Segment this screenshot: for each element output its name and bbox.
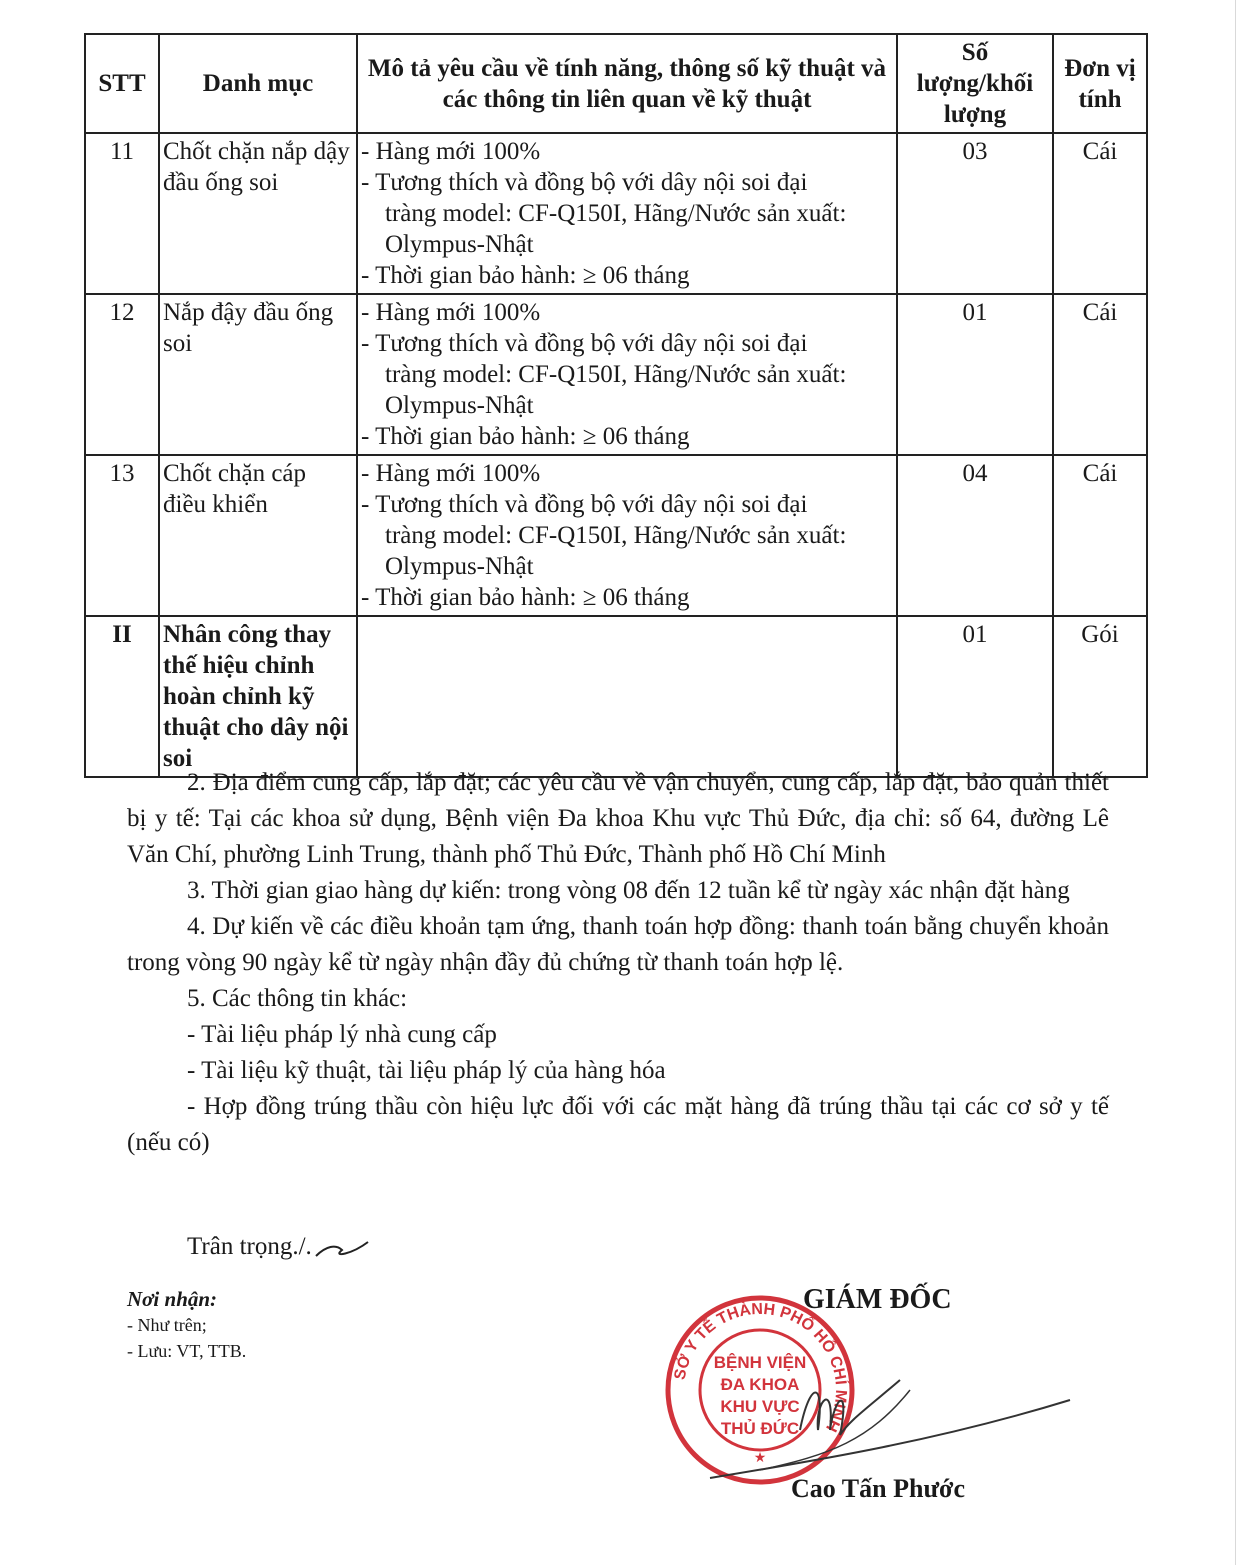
row-quantity: 03 — [897, 133, 1053, 294]
signer-title: GIÁM ĐỐC — [803, 1284, 952, 1315]
recipient-line: - Lưu: VT, TTB. — [127, 1341, 247, 1361]
desc-line: tràng model: CF-Q150I, Hãng/Nước sản xuất: — [385, 361, 847, 388]
desc-line: - Thời gian bảo hành: ≥ 06 tháng — [361, 584, 690, 611]
desc-line: - Hàng mới 100% — [361, 138, 541, 165]
desc-line: Olympus-Nhật — [385, 553, 534, 580]
equipment-spec-table — [84, 33, 1148, 778]
stamp-outer-text: SỞ Y TẾ THÀNH PHỐ HỒ CHÍ MINH — [671, 1300, 850, 1435]
paragraph-delivery-time: 3. Thời gian giao hàng dự kiến: trong vòng 08 đến 12 tuần kể từ ngày xác nhận đặt hàng — [187, 877, 1070, 904]
table-row — [85, 133, 1147, 294]
row-unit: Cái — [1053, 294, 1147, 455]
scan-edge-line — [1235, 0, 1236, 1565]
stamp-text-line: ĐA KHOA — [720, 1375, 800, 1394]
row-unit: Gói — [1053, 616, 1147, 777]
signer-name: Cao Tấn Phước — [791, 1474, 965, 1503]
closing-greeting: Trân trọng./. — [187, 1233, 312, 1260]
row-category: Nắp đậy đầu ống soi — [159, 294, 357, 455]
stamp-text-line: THỦ ĐỨC — [720, 1419, 800, 1438]
bullet-item: - Tài liệu pháp lý nhà cung cấp — [187, 1021, 497, 1048]
recipient-line: - Như trên; — [127, 1315, 207, 1335]
row-description — [357, 133, 897, 294]
recipients-heading: Nơi nhận: — [127, 1287, 218, 1311]
row-category: Chốt chặn nắp dậy đầu ống soi — [159, 133, 357, 294]
desc-line: Olympus-Nhật — [385, 392, 534, 419]
row-category: Chốt chặn cáp điều khiển — [159, 455, 357, 616]
paragraph-delivery-location: 2. Địa điểm cung cấp, lắp đặt; các yêu cầu về vận chuyển, cung cấp, lắp đặt, bảo quản thiết bị y tế: Tại các khoa sử dụng, Bệnh viện Đa khoa Khu vực Thủ Đức, địa chỉ: số 64, đường Lê Văn Chí, phường Linh Trung, thành phố Thủ Đức, Thành phố Hồ Chí Minh — [127, 769, 1109, 868]
desc-line: - Tương thích và đồng bộ với dây nội soi đại — [361, 169, 808, 196]
desc-line: - Thời gian bảo hành: ≥ 06 tháng — [361, 423, 690, 450]
row-description — [357, 294, 897, 455]
row-stt: II — [85, 616, 159, 777]
table-row — [85, 455, 1147, 616]
header-category: Danh mục — [159, 34, 357, 133]
bullet-item: - Tài liệu kỹ thuật, tài liệu pháp lý của hàng hóa — [187, 1057, 666, 1084]
bullet-item: - Hợp đồng trúng thầu còn hiệu lực đối với các mặt hàng đã trúng thầu tại các cơ sở y tế (nếu có) — [127, 1093, 1109, 1156]
row-stt: 11 — [85, 133, 159, 294]
row-description — [357, 455, 897, 616]
desc-line: - Hàng mới 100% — [361, 460, 541, 487]
desc-line: Olympus-Nhật — [385, 231, 534, 258]
row-unit: Cái — [1053, 133, 1147, 294]
row-description — [357, 616, 897, 777]
letter-body — [127, 765, 1109, 1161]
desc-line: - Hàng mới 100% — [361, 299, 541, 326]
desc-line: tràng model: CF-Q150I, Hãng/Nước sản xuất: — [385, 200, 847, 227]
desc-line: tràng model: CF-Q150I, Hãng/Nước sản xuất: — [385, 522, 847, 549]
table-row — [85, 616, 1147, 777]
row-category: Nhân công thay thế hiệu chỉnh hoàn chỉnh kỹ thuật cho dây nội soi — [159, 616, 357, 777]
stamp-text-line: KHU VỰC — [720, 1397, 800, 1416]
row-stt: 13 — [85, 455, 159, 616]
row-unit: Cái — [1053, 455, 1147, 616]
row-quantity: 04 — [897, 455, 1053, 616]
desc-line: - Thời gian bảo hành: ≥ 06 tháng — [361, 262, 690, 289]
row-quantity: 01 — [897, 294, 1053, 455]
stamp-star-icon: ★ — [753, 1450, 767, 1466]
header-quantity: Số lượng/khối lượng — [897, 34, 1053, 133]
paragraph-other-info: 5. Các thông tin khác: — [187, 985, 408, 1012]
row-quantity: 01 — [897, 616, 1053, 777]
stamp-text-line: BỆNH VIỆN — [713, 1353, 807, 1372]
row-stt: 12 — [85, 294, 159, 455]
table-row — [85, 294, 1147, 455]
desc-line: - Tương thích và đồng bộ với dây nội soi đại — [361, 330, 808, 357]
header-description: Mô tả yêu cầu về tính năng, thông số kỹ thuật và các thông tin liên quan về kỹ thuật — [357, 34, 897, 133]
initial-tick-mark — [312, 1236, 372, 1266]
header-stt: STT — [85, 34, 159, 133]
paragraph-payment-terms: 4. Dự kiến về các điều khoản tạm ứng, thanh toán hợp đồng: thanh toán bằng chuyển khoản trong vòng 90 ngày kể từ ngày nhận đầy đủ chứng từ thanh toán hợp lệ. — [127, 913, 1109, 976]
header-unit: Đơn vị tính — [1053, 34, 1147, 133]
recipients-block — [127, 1286, 246, 1364]
desc-line: - Tương thích và đồng bộ với dây nội soi đại — [361, 491, 808, 518]
table-header-row — [85, 34, 1147, 133]
